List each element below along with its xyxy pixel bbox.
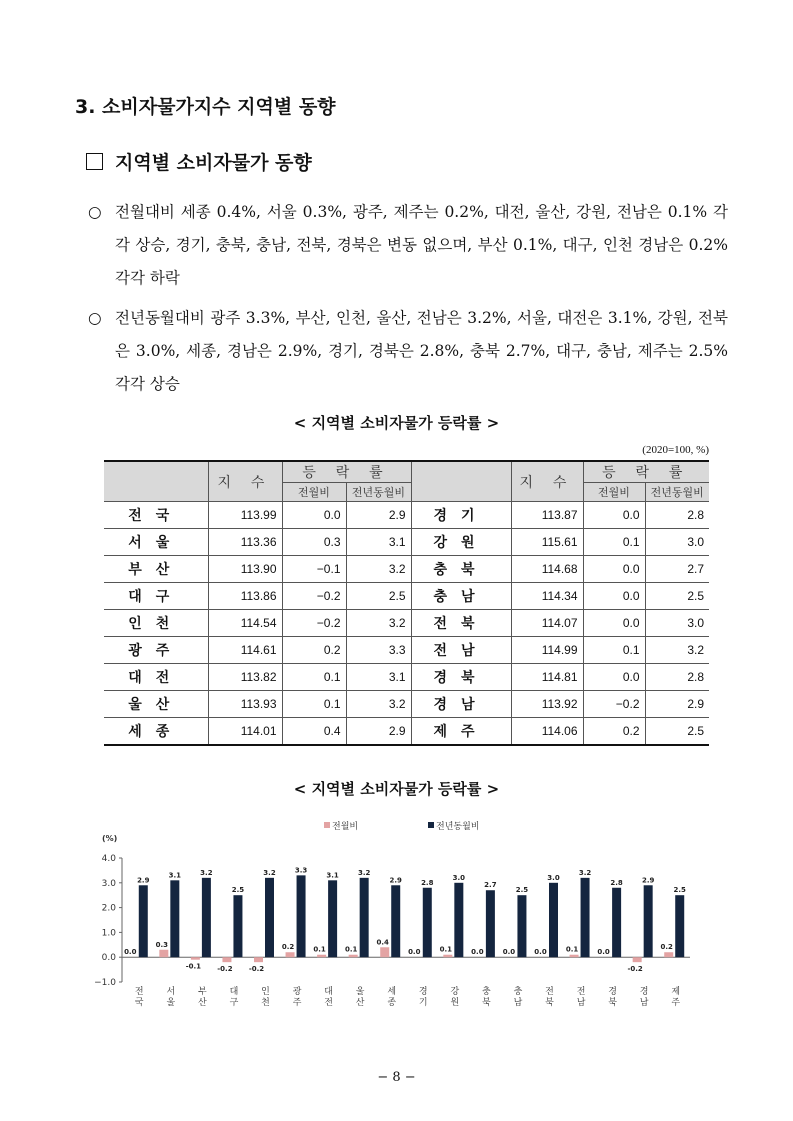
x-tick-label-13: 충남: [511, 986, 522, 1008]
x-tick-label-18: 제주: [669, 986, 680, 1008]
data-label-mom-18: 0.2: [660, 943, 673, 952]
data-label-mom-13: 0.0: [502, 948, 516, 957]
chart-caption: < 지역별 소비자물가 등락률 >: [293, 780, 500, 798]
index-cell: 113.86: [208, 583, 282, 610]
data-label-mom-2: 0.3: [155, 940, 169, 949]
mom-cell: 0.0: [282, 502, 346, 529]
index-cell: 115.61: [511, 529, 583, 556]
yoy-cell: 2.9: [645, 691, 709, 718]
bar-chart: [88, 812, 708, 1022]
checkbox-square-icon: [86, 153, 103, 170]
index-cell: 113.87: [511, 502, 583, 529]
bar-yoy-12: [486, 890, 495, 957]
bar-yoy-16: [612, 888, 621, 957]
yoy-cell: 2.8: [645, 664, 709, 691]
yoy-cell: 3.2: [645, 637, 709, 664]
region-cell: 대구: [104, 583, 208, 610]
data-label-mom-7: 0.1: [313, 945, 326, 954]
table-row: [104, 583, 709, 610]
y-tick-label: 2.0: [101, 903, 116, 914]
yoy-cell: 3.1: [346, 664, 411, 691]
legend-swatch-mom: [324, 822, 330, 828]
table-row: [104, 502, 709, 529]
table-row: [104, 556, 709, 583]
x-tick-label-14: 전북: [543, 986, 553, 1008]
data-label-yoy-17: 2.9: [641, 876, 655, 885]
table-row: [104, 529, 709, 556]
region-cell: 경북: [411, 664, 511, 691]
header-change-left: 등 락 률: [282, 461, 411, 483]
region-cell: 울산: [104, 691, 208, 718]
data-label-yoy-1: 2.9: [137, 876, 150, 885]
bar-yoy-6: [297, 875, 306, 957]
legend-swatch-yoy: [428, 822, 434, 828]
bar-yoy-3: [202, 878, 211, 957]
mom-cell: 0.1: [583, 529, 645, 556]
data-label-yoy-14: 3.0: [547, 873, 560, 882]
index-cell: 113.99: [208, 502, 282, 529]
data-label-mom-6: 0.2: [281, 943, 295, 952]
yoy-cell: 3.2: [346, 610, 411, 637]
index-cell: 114.06: [511, 718, 583, 746]
region-cell: 세종: [104, 718, 208, 746]
mom-cell: 0.0: [583, 502, 645, 529]
y-tick-label: 4.0: [101, 854, 116, 864]
yoy-cell: 3.1: [346, 529, 411, 556]
mom-cell: 0.3: [282, 529, 346, 556]
y-tick-label: −1.0: [94, 978, 116, 988]
data-label-yoy-16: 2.8: [610, 878, 623, 887]
index-cell: 113.90: [208, 556, 282, 583]
paragraph-yoy: [88, 302, 728, 401]
index-cell: 113.92: [511, 691, 583, 718]
data-label-yoy-2: 3.1: [168, 871, 182, 880]
region-cell: 강원: [411, 529, 511, 556]
bar-yoy-4: [233, 895, 242, 957]
data-label-yoy-5: 3.2: [263, 868, 276, 877]
table-row: [104, 637, 709, 664]
page-number: − 8 −: [377, 1070, 416, 1085]
yoy-cell: 2.8: [645, 502, 709, 529]
region-cell: 경남: [411, 691, 511, 718]
bar-yoy-1: [139, 885, 148, 957]
x-tick-label-9: 세종: [385, 986, 396, 1008]
data-label-mom-1: 0.0: [124, 948, 137, 957]
data-label-yoy-9: 2.9: [389, 876, 402, 885]
bar-mom-15: [570, 955, 579, 957]
bar-yoy-7: [328, 880, 337, 957]
region-cell: 인천: [104, 610, 208, 637]
data-label-mom-17: -0.2: [627, 965, 643, 974]
x-tick-label-12: 충북: [479, 986, 490, 1008]
x-tick-label-1: 전국: [132, 986, 143, 1008]
x-tick-label-4: 대구: [227, 986, 238, 1008]
mom-cell: −0.2: [282, 583, 346, 610]
data-label-mom-5: -0.2: [248, 965, 265, 974]
header-yoy-right: 전년동월비: [645, 483, 709, 502]
yoy-cell: 2.9: [346, 502, 411, 529]
yoy-cell: 3.2: [346, 556, 411, 583]
data-label-mom-4: -0.2: [217, 965, 233, 974]
mom-cell: 0.0: [583, 610, 645, 637]
mom-cell: 0.1: [583, 637, 645, 664]
bar-yoy-5: [265, 878, 274, 957]
table-row: [104, 610, 709, 637]
bar-mom-5: [254, 957, 263, 962]
data-label-yoy-3: 3.2: [200, 868, 213, 877]
yoy-cell: 2.7: [645, 556, 709, 583]
data-label-mom-16: 0.0: [597, 948, 610, 957]
x-tick-label-10: 경기: [416, 986, 427, 1008]
table-row: [104, 664, 709, 691]
x-tick-label-11: 강원: [448, 986, 459, 1008]
yoy-cell: 2.9: [346, 718, 411, 746]
x-tick-label-6: 광주: [290, 986, 301, 1008]
region-table: [104, 460, 709, 746]
bar-yoy-2: [170, 880, 179, 957]
data-label-yoy-7: 3.1: [326, 871, 339, 880]
x-tick-label-2: 서울: [164, 986, 175, 1008]
bar-mom-3: [191, 957, 200, 959]
mom-cell: 0.4: [282, 718, 346, 746]
data-label-yoy-11: 3.0: [452, 873, 466, 882]
table-unit: (2020=100, %): [642, 444, 709, 456]
bar-yoy-18: [675, 895, 684, 957]
header-region-right: [411, 461, 511, 502]
x-tick-label-16: 경북: [606, 986, 617, 1008]
x-tick-label-5: 인천: [259, 986, 269, 1008]
bar-yoy-13: [517, 895, 526, 957]
yoy-cell: 2.5: [645, 583, 709, 610]
mom-cell: 0.2: [583, 718, 645, 746]
x-tick-label-15: 전남: [574, 986, 585, 1008]
section-title: 3. 소비자물가지수 지역별 동향: [75, 96, 336, 118]
bar-mom-6: [286, 952, 295, 957]
data-label-yoy-13: 2.5: [515, 886, 529, 895]
yoy-cell: 3.0: [645, 610, 709, 637]
index-cell: 113.82: [208, 664, 282, 691]
mom-cell: 0.1: [282, 691, 346, 718]
subsection-title: [86, 148, 312, 175]
yoy-cell: 3.0: [645, 529, 709, 556]
region-cell: 광주: [104, 637, 208, 664]
region-cell: 전국: [104, 502, 208, 529]
bar-mom-18: [664, 952, 673, 957]
region-cell: 전남: [411, 637, 511, 664]
header-index-left: 지 수: [208, 461, 282, 502]
index-cell: 114.34: [511, 583, 583, 610]
bar-yoy-14: [549, 883, 558, 957]
data-label-mom-3: -0.1: [185, 962, 202, 971]
region-cell: 서울: [104, 529, 208, 556]
bar-mom-11: [443, 955, 452, 957]
data-label-mom-10: 0.0: [408, 948, 421, 957]
mom-cell: 0.0: [583, 556, 645, 583]
data-label-yoy-15: 3.2: [578, 868, 592, 877]
header-index-right: 지 수: [511, 461, 583, 502]
index-cell: 113.93: [208, 691, 282, 718]
index-cell: 113.36: [208, 529, 282, 556]
y-tick-label: 1.0: [101, 928, 116, 939]
paragraph-text: 전년동월대비 광주 3.3%, 부산, 인천, 울산, 전남은 3.2%, 서울, 대전은 3.1%, 강원, 전북은 3.0%, 세종, 경남은 2.9%, 경기, 경북은 2.8%, 충북 2.7%, 대구, 충남, 제주는 2.5% 각각 상승: [115, 309, 728, 393]
bar-mom-7: [317, 955, 326, 957]
index-cell: 114.01: [208, 718, 282, 746]
header-change-right: 등 락 률: [583, 461, 709, 483]
y-tick-label: 0.0: [101, 953, 116, 964]
index-cell: 114.54: [208, 610, 282, 637]
header-yoy-left: 전년동월비: [346, 483, 411, 502]
bar-mom-8: [349, 955, 358, 957]
region-cell: 충북: [411, 556, 511, 583]
bar-mom-17: [633, 957, 642, 962]
index-cell: 114.99: [511, 637, 583, 664]
circle-bullet-icon: ○: [88, 309, 102, 327]
region-cell: 제주: [411, 718, 511, 746]
region-cell: 충남: [411, 583, 511, 610]
bar-yoy-17: [644, 885, 653, 957]
x-tick-label-8: 울산: [353, 986, 364, 1008]
data-label-mom-15: 0.1: [565, 945, 579, 954]
y-axis-label: (%): [102, 834, 118, 843]
paragraph-text: 전월대비 세종 0.4%, 서울 0.3%, 광주, 제주는 0.2%, 대전, 울산, 강원, 전남은 0.1% 각각 상승, 경기, 충북, 충남, 전북, 경북은 변동 없으며, 부산 0.1%, 대구, 인천 경남은 0.2% 각각 하락: [115, 203, 728, 287]
table-row: [104, 718, 709, 746]
data-label-mom-11: 0.1: [439, 945, 453, 954]
header-mom-left: 전월비: [282, 483, 346, 502]
bar-yoy-8: [360, 878, 369, 957]
data-label-mom-8: 0.1: [344, 945, 358, 954]
mom-cell: −0.2: [282, 610, 346, 637]
bar-yoy-11: [454, 883, 463, 957]
mom-cell: 0.1: [282, 664, 346, 691]
table-caption: < 지역별 소비자물가 등락률 >: [293, 414, 500, 432]
mom-cell: −0.2: [583, 691, 645, 718]
data-label-mom-9: 0.4: [376, 938, 389, 947]
yoy-cell: 3.2: [346, 691, 411, 718]
header-mom-right: 전월비: [583, 483, 645, 502]
paragraph-mom: [88, 196, 728, 295]
region-cell: 전북: [411, 610, 511, 637]
index-cell: 114.61: [208, 637, 282, 664]
data-label-yoy-4: 2.5: [231, 886, 245, 895]
data-label-yoy-12: 2.7: [484, 881, 497, 890]
region-cell: 경기: [411, 502, 511, 529]
subsection-title-text: 지역별 소비자물가 동향: [115, 152, 312, 174]
bar-yoy-9: [391, 885, 400, 957]
data-label-yoy-6: 3.3: [294, 866, 308, 875]
bar-yoy-10: [423, 888, 432, 957]
yoy-cell: 2.5: [645, 718, 709, 746]
index-cell: 114.07: [511, 610, 583, 637]
index-cell: 114.68: [511, 556, 583, 583]
bar-yoy-15: [581, 878, 590, 957]
mom-cell: 0.0: [583, 664, 645, 691]
x-tick-label-3: 부산: [195, 986, 206, 1008]
data-label-yoy-8: 3.2: [357, 868, 371, 877]
bar-mom-4: [222, 957, 231, 962]
x-tick-label-17: 경남: [637, 986, 648, 1008]
bar-mom-2: [159, 950, 168, 957]
region-cell: 대전: [104, 664, 208, 691]
legend-label-yoy: 전년동월비: [436, 822, 480, 832]
data-label-yoy-10: 2.8: [421, 878, 434, 887]
x-tick-label-7: 대전: [322, 986, 333, 1008]
yoy-cell: 3.3: [346, 637, 411, 664]
data-label-mom-14: 0.0: [534, 948, 547, 957]
mom-cell: −0.1: [282, 556, 346, 583]
index-cell: 114.81: [511, 664, 583, 691]
bar-mom-9: [380, 947, 389, 957]
table-row: [104, 691, 709, 718]
region-cell: 부산: [104, 556, 208, 583]
y-tick-label: 3.0: [101, 878, 116, 889]
circle-bullet-icon: ○: [88, 203, 102, 221]
legend-label-mom: 전월비: [332, 822, 359, 832]
data-label-mom-12: 0.0: [471, 948, 484, 957]
mom-cell: 0.2: [282, 637, 346, 664]
data-label-yoy-18: 2.5: [673, 886, 686, 895]
mom-cell: 0.0: [583, 583, 645, 610]
header-region-left: [104, 461, 208, 502]
yoy-cell: 2.5: [346, 583, 411, 610]
